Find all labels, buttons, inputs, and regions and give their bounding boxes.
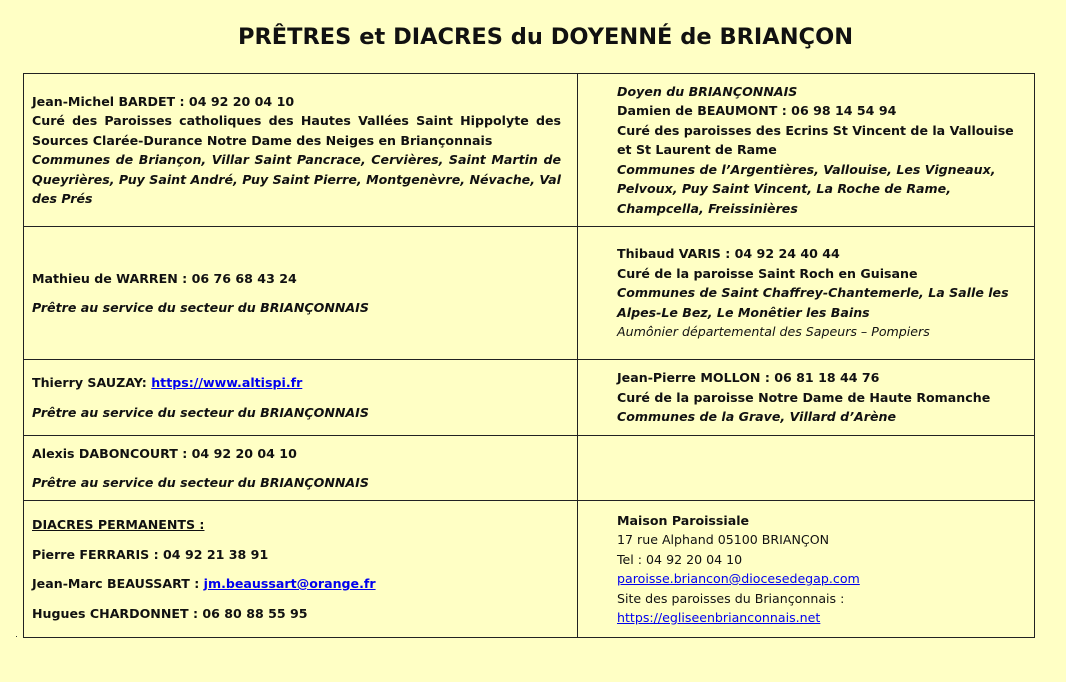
table-row	[24, 227, 1035, 360]
cell-diacres	[24, 501, 578, 638]
beaussart-line	[32, 574, 561, 594]
warren-name: Mathieu de WARREN : 06 76 68 43 24	[32, 270, 297, 286]
beaumont-name: Damien de BEAUMONT : 06 98 14 54 94	[617, 103, 897, 119]
varis-role: Curé de la paroisse Saint Roch en Guisane	[617, 265, 918, 281]
varis-name: Thibaud VARIS : 04 92 24 40 44	[617, 246, 840, 262]
bardet-communes: Communes de Briançon, Villar Saint Pancrace, Cervières, Saint Martin de Queyrières, Puy Saint André, Puy Saint Pierre, Montgenèvre, Névache, Val des Prés	[32, 152, 561, 206]
chardonnet-line: Hugues CHARDONNET : 06 80 88 55 95	[32, 605, 308, 621]
cell-mollon	[578, 360, 1035, 436]
maison-heading: Maison Paroissiale	[617, 512, 750, 528]
clergy-table	[23, 73, 1035, 638]
warren-role: Prêtre au service du secteur du BRIANÇONNAIS	[32, 300, 369, 315]
beaumont-communes: Communes de l’Argentières, Vallouise, Les Vigneaux, Pelvoux, Puy Saint Vincent, La Roche de Rame, Champcella, Freissinières	[617, 161, 996, 216]
cell-varis	[578, 227, 1035, 360]
altispi-link[interactable]: https://www.altispi.fr	[151, 375, 303, 390]
beaumont-role: Curé des paroisses des Ecrins St Vincent de la Vallouise et St Laurent de Rame	[617, 122, 1014, 158]
site-label: Site des paroisses du Briançonnais :	[617, 590, 845, 606]
table-row	[24, 74, 1035, 227]
cell-daboncourt	[24, 436, 578, 501]
daboncourt-name: Alexis DABONCOURT : 04 92 20 04 10	[32, 445, 297, 461]
varis-communes: Communes de Saint Chaffrey-Chantemerle, La Salle les Alpes-Le Bez, Le Monêtier les Bains	[617, 285, 1009, 320]
daboncourt-role: Prêtre au service du secteur du BRIANÇONNAIS	[32, 475, 369, 490]
cell-maison	[578, 501, 1035, 638]
maison-address: 17 rue Alphand 05100 BRIANÇON	[617, 532, 830, 547]
varis-extra: Aumônier départemental des Sapeurs – Pompiers	[617, 324, 930, 340]
site-link[interactable]: https://egliseenbrianconnais.net	[617, 610, 821, 625]
beaussart-email-link[interactable]: jm.beaussart@orange.fr	[203, 576, 376, 591]
mollon-name: Jean-Pierre MOLLON : 06 81 18 44 76	[617, 370, 880, 386]
sauzay-line	[32, 373, 561, 393]
page-title: PRÊTRES et DIACRES du DOYENNÉ de BRIANÇON	[237, 24, 854, 50]
cell-empty	[578, 436, 1035, 501]
bardet-role: Curé des Paroisses catholiques des Hautes Vallées Saint Hippolyte des Sources Clarée-Durance Notre Dame des Neiges en Briançonnais	[32, 113, 561, 148]
table-row	[24, 501, 1035, 638]
cell-bardet	[24, 74, 578, 227]
cell-warren	[24, 227, 578, 360]
mollon-role: Curé de la paroisse Notre Dame de Haute Romanche	[617, 389, 991, 405]
sauzay-role: Prêtre au service du secteur du BRIANÇONNAIS	[32, 404, 369, 420]
beaumont-title: Doyen du BRIANÇONNAIS	[617, 83, 798, 99]
table-row	[24, 360, 1035, 436]
cell-sauzay	[24, 360, 578, 436]
cell-beaumont	[578, 74, 1035, 227]
table-row	[24, 436, 1035, 501]
mollon-communes: Communes de la Grave, Villard d’Arène	[617, 409, 896, 425]
ferraris-line: Pierre FERRARIS : 04 92 21 38 91	[32, 546, 269, 562]
beaussart-name: Jean-Marc BEAUSSART :	[32, 576, 204, 591]
bardet-name: Jean-Michel BARDET : 04 92 20 04 10	[32, 93, 295, 109]
stray-dot	[16, 636, 17, 637]
maison-email-link[interactable]: paroisse.briancon@diocesedegap.com	[617, 571, 860, 586]
sauzay-name: Thierry SAUZAY:	[32, 375, 152, 390]
diacres-heading: DIACRES PERMANENTS :	[32, 517, 205, 532]
maison-tel: Tel : 04 92 20 04 10	[617, 551, 743, 567]
